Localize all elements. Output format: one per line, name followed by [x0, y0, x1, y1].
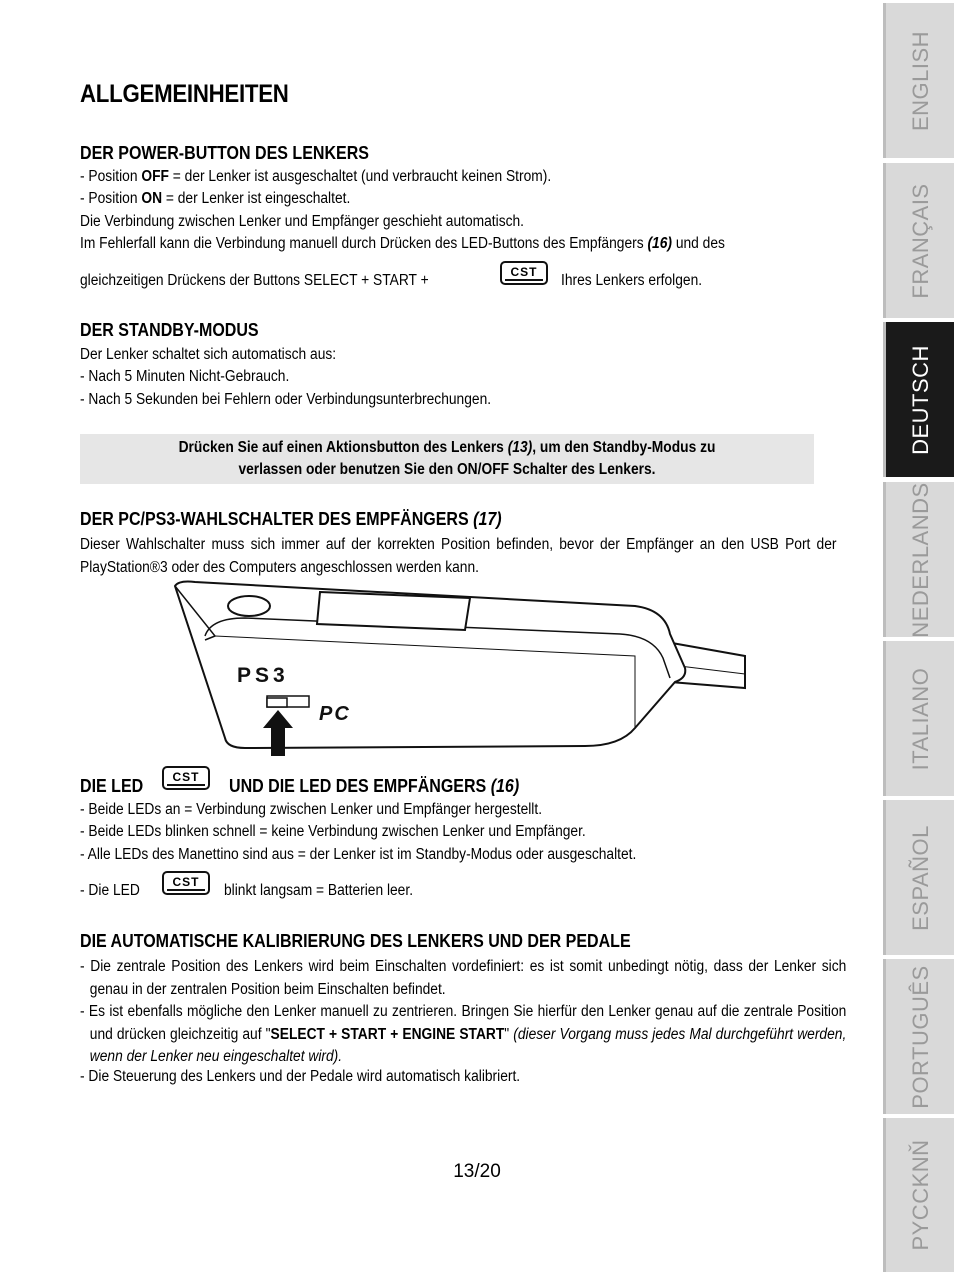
manual-connect-line: Im Fehlerfall kann die Verbindung manuell durch Drücken des LED-Buttons des Empfängers (16) und des: [80, 235, 725, 252]
tab-italiano[interactable]: ITALIANO: [883, 641, 954, 796]
standby-heading: DER STANDBY-MODUS: [80, 320, 259, 340]
language-tabs: [873, 0, 954, 1272]
cst-button-icon-2: CST: [162, 766, 210, 790]
power-on-line: - Position ON = der Lenker ist eingeschaltet.: [80, 190, 351, 207]
calibration-heading: DIE AUTOMATISCHE KALIBRIERUNG DES LENKERS UND DER PEDALE: [80, 931, 631, 951]
selector-text: Dieser Wahlschalter muss sich immer auf der korrekten Position befinden, bevor der Empfänger an den USB Port der PlayStation®3 oder des Computers angeschlossen werden kann.: [80, 536, 837, 576]
cst-button-icon: CST: [500, 261, 548, 285]
led-line-1: - Beide LEDs an = Verbindung zwischen Lenker und Empfänger hergestellt.: [80, 801, 543, 818]
manual-connect-line-3: Ihres Lenkers erfolgen.: [561, 272, 703, 289]
manual-connect-line-2: gleichzeitigen Drückens der Buttons SELECT + START +: [80, 272, 429, 289]
ps3-label: PS3: [237, 664, 289, 687]
standby-line-1: Der Lenker schaltet sich automatisch aus:: [80, 346, 337, 363]
led-line-4: - Die LED: [80, 882, 140, 899]
tab-deutsch[interactable]: DEUTSCH: [883, 322, 954, 477]
led-line-2: - Beide LEDs blinken schnell = keine Verbindung zwischen Lenker und Empfänger.: [80, 823, 586, 840]
calibration-p1: - Die zentrale Position des Lenkers wird beim Einschalten vordefiniert: es ist somit unbedingt nötig, dass der Lenker sich genau in der zentralen Position beim Einschalten befindet.: [80, 958, 847, 998]
selector-heading: DER PC/PS3-WAHLSCHALTER DES EMPFÄNGERS (17): [80, 509, 502, 529]
calibration-p3: - Die Steuerung des Lenkers und der Pedale wird automatisch kalibriert.: [80, 1068, 521, 1085]
tab-portugues[interactable]: PORTUGUÊS: [883, 959, 954, 1114]
standby-line-2: - Nach 5 Minuten Nicht-Gebrauch.: [80, 368, 290, 385]
calibration-p2: - Es ist ebenfalls mögliche den Lenker manuell zu zentrieren. Bringen Sie hierfür den Lenker genau auf die zentrale Position und drücken gleichzeitig auf "SELECT + START + ENGINE START" (dieser Vorgang muss jedes Mal durchgeführt werden, wenn der Lenker neu eingeschaltet wird).: [80, 1003, 847, 1065]
pc-label: PC: [319, 703, 351, 725]
auto-connect-line: Die Verbindung zwischen Lenker und Empfänger geschieht automatisch.: [80, 213, 525, 230]
power-off-line: - Position OFF = der Lenker ist ausgeschaltet (und verbraucht keinen Strom).: [80, 168, 552, 185]
led-line-3: - Alle LEDs des Manettino sind aus = der Lenker ist im Standby-Modus oder ausgeschaltet.: [80, 846, 637, 863]
led-line-4b: blinkt langsam = Batterien leer.: [224, 882, 414, 899]
receiver-illustration: [165, 578, 755, 758]
tab-english[interactable]: ENGLISH: [883, 3, 954, 158]
tab-espanol[interactable]: ESPAÑOL: [883, 800, 954, 955]
tab-russian[interactable]: PYCCKNŇ: [883, 1118, 954, 1272]
led-heading-2: UND DIE LED DES EMPFÄNGERS (16): [229, 776, 520, 796]
standby-line-3: - Nach 5 Sekunden bei Fehlern oder Verbindungsunterbrechungen.: [80, 391, 492, 408]
power-button-heading: DER POWER-BUTTON DES LENKERS: [80, 143, 369, 163]
standby-note-box: Drücken Sie auf einen Aktionsbutton des Lenkers (13), um den Standby-Modus zu verlassen oder benutzen Sie den ON/OFF Schalter des Lenkers.: [80, 434, 814, 484]
tab-nederlands[interactable]: NEDERLANDS: [883, 482, 954, 637]
page-number: 13/20: [453, 1161, 501, 1182]
tab-francais[interactable]: FRANÇAIS: [883, 163, 954, 318]
page-title: ALLGEMEINHEITEN: [80, 80, 289, 108]
cst-button-icon-3: CST: [162, 871, 210, 895]
led-heading: DIE LED: [80, 776, 144, 796]
